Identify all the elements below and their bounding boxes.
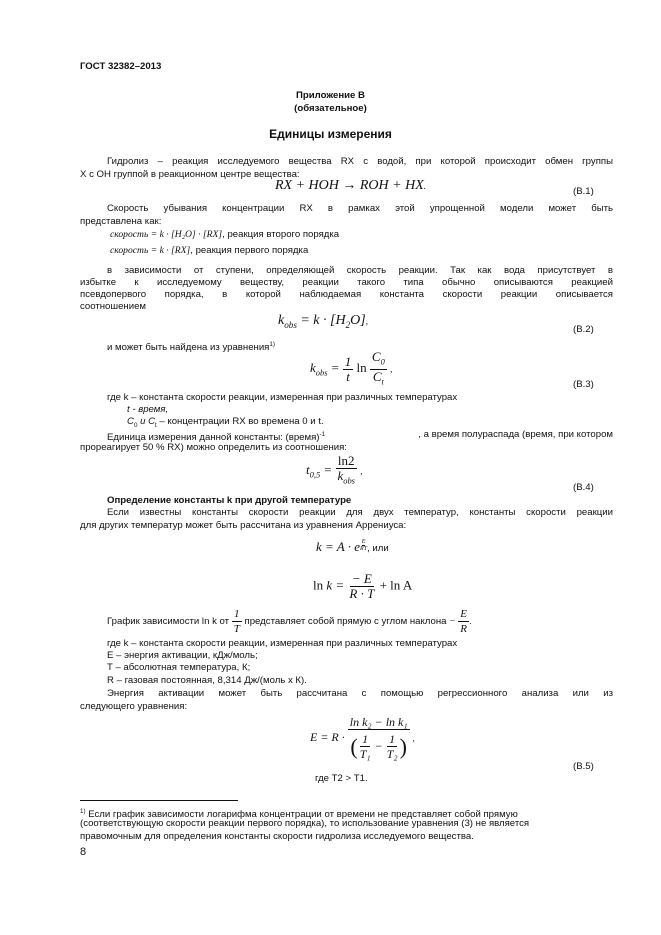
rate-first-order: скорость = k · [RX], реакция первого порядка	[110, 245, 309, 256]
paragraph-line: Энергия активации может быть рассчитана с помощью регрессионного анализа или из	[107, 688, 613, 699]
equation-b1: RX + HOH → ROH + HX.	[275, 178, 427, 193]
section-title: Единицы измерения	[269, 127, 392, 141]
paragraph-line: соотношением	[80, 301, 147, 312]
paragraph-line: Скорость убывания концентрации RX в рамках этой упрощенной модели может быть	[107, 203, 613, 214]
footnote-divider	[80, 800, 238, 801]
paragraph-line: Единица измерения данной константы: (время)$^{-1}$ , а время полураспада (время, при котором	[107, 429, 613, 444]
definition-line: где k – константа скорости реакции, измеренная при различных температурах	[107, 638, 458, 649]
document-id: ГОСТ 32382–2013	[80, 61, 162, 72]
paragraph-line: в зависимости от ступени, определяющей скорость реакции. Так как вода присутствует в	[107, 265, 613, 276]
equation-number: (В.1)	[573, 186, 594, 197]
equation-b3: $k_{obs}$ = $\frac{1}{t}$ ln $\frac{C_0}{C_t}$ ,	[310, 349, 393, 387]
footnote-line: правомочным для определения константы скорости гидролиза исследуемого вещества.	[80, 831, 474, 842]
equation-b2: $k_{obs} = k \cdot [H_2O]$,	[278, 313, 368, 330]
equation-number: (В.3)	[573, 379, 594, 390]
footnote-line: $^{1)}$ Если график зависимости логарифма концентрации от времени не представляет собой прямую	[80, 808, 518, 821]
equation-b5: E = R · ln k₂ − ln k₁ ( $\frac{1}{\text{T₁}}$ − $\frac{1}{\text{T₂}}$ ) ,	[310, 715, 415, 761]
paragraph-line: Гидролиз – реакция исследуемого вещества RX с водой, при которой происходит обмен группы	[107, 156, 613, 167]
paragraph-line: избытке к исследуемому веществу, реакции такого типа обычно описываются реакцией	[80, 277, 613, 288]
equation-number: (В.5)	[573, 761, 594, 772]
page-number: 8	[80, 846, 87, 858]
graph-description: График зависимости ln k от $\frac{1}{T}$ представляет собой прямую с углом наклона − $\frac{E}{R}$ .	[107, 608, 472, 635]
paragraph-line: для других температур может быть рассчитана из уравнения Аррениуса:	[80, 520, 407, 531]
definition-line: T – абсолютная температура, К;	[107, 662, 251, 673]
equation-number: (В.4)	[573, 482, 594, 493]
subheading: Определение константы k при другой температуре	[107, 495, 352, 506]
paragraph-line: Если известны константы скорости реакции для двух температур, константы скорости реакции	[107, 507, 613, 518]
footnote-line: (соответствующую скорости реакции первого порядка), то использование уравнения (3) не является	[80, 818, 530, 829]
arrhenius-log-equation: ln k = $\frac{- E}{R \cdot T}$ + ln A	[313, 571, 413, 601]
paragraph-line: и может быть найдена из уравнения$^{1)}$	[107, 341, 275, 354]
rate-second-order: скорость = k · [H₂O] · [RX], реакция второго порядка	[110, 229, 340, 240]
equation-b4: $t_{0,5}$ = $\frac{\ln 2}{k_{obs}}$ ,	[306, 453, 363, 486]
definition-line: t - время,	[127, 404, 169, 415]
paragraph-line: X с OH группой в реакционном центре вещества:	[80, 169, 300, 180]
condition-text: где Т2 > Т1.	[315, 773, 368, 784]
definition-line: E – энергия активации, кДж/моль;	[107, 650, 258, 661]
equation-number: (В.2)	[573, 324, 594, 335]
paragraph-line: прореагирует 50 % RX) можно определить из соотношения:	[80, 442, 347, 453]
paragraph-line: следующего уравнения:	[80, 701, 188, 712]
definition-line: где k – константа скорости реакции, измеренная при различных температурах	[107, 392, 458, 403]
appendix-title: Приложение В	[296, 90, 365, 101]
definition-line: $C_0$ и $C_t$ – концентрации RX во времена 0 и t.	[127, 416, 324, 429]
paragraph-line: псевдопервого порядка, в которой наблюдаемая константа скорости реакции описывается	[80, 289, 613, 300]
arrhenius-equation: k = A · e $\frac{E}{RT}$ , или	[316, 539, 389, 554]
paragraph-line: представлена как:	[80, 216, 162, 227]
definition-line: R – газовая постоянная, 8,314 Дж/(моль х К).	[107, 675, 307, 686]
appendix-status: (обязательное)	[294, 103, 367, 114]
